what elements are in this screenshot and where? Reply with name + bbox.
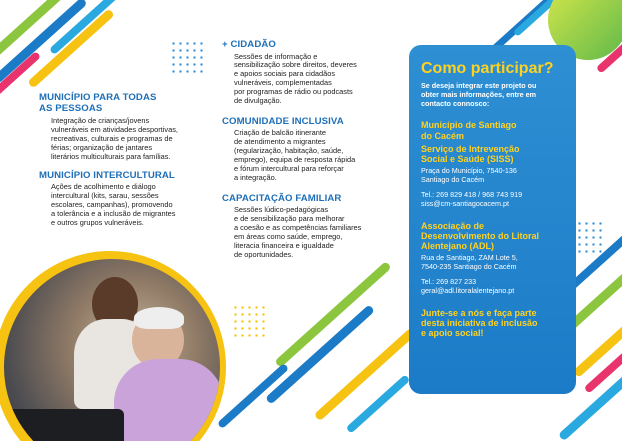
section-title: CAPACITAÇÃO FAMILIAR [222,192,342,204]
body-line: vulneráveis, complementadas [234,78,332,88]
org-email[interactable]: siss@cm-santiagocacem.pt [421,198,509,208]
body-line: férias; organização de jantares [51,142,153,152]
body-line: a coesão e as competências familiares [234,223,362,233]
body-line: e de sensibilização para melhorar [234,214,345,224]
elderly-man-body [114,359,220,441]
body-line: de oportunidades. [234,249,294,259]
body-line: Sessões lúdico-pedagógicas [234,205,329,215]
body-line: a tolerância e a inclusão de migrantes [51,208,176,218]
photo-circle [0,243,218,441]
panel-title: Como participar? [421,60,554,77]
org-name: Alentejano (ADL) [421,241,494,252]
body-line: de divulgação. [234,96,282,106]
org-name: Desenvolvimento do Litoral [421,231,540,242]
org-name: Associação de [421,220,485,231]
org-address: Rua de Santiago, ZAM Lote 5, [421,253,518,263]
body-line: sensibilização sobre direitos, deveres [234,60,357,70]
elderly-man-hair [134,307,184,329]
body-line: literacia financeira e igualdade [234,241,334,250]
call-to-action: e apoio social! [421,328,484,339]
left-column [39,93,217,228]
body-line: (regularização, habitação, saúde, [234,146,344,156]
body-line: e fórum intercultural para reforçar [234,164,344,174]
body-line: Integração de crianças/jovens [51,116,150,125]
deco-stripe [27,8,115,88]
body-line: literários multiculturais para famílias. [51,151,171,161]
section-title: + CIDADÃO [222,39,276,50]
body-line: Ações de acolhimento e diálogo [51,182,156,192]
org-service: Serviço de Intrevenção [421,143,520,154]
org-service: Social e Saúde (SISS) [421,154,514,164]
org-phone: Tel.: 269 829 418 / 968 743 919 [421,190,523,200]
body-line: vulneráveis em atividades desportivas, [51,124,178,134]
body-line: a integração. [234,172,277,182]
body-line: emprego), equipa de resposta rápida [234,155,356,165]
org-phone: Tel.: 269 827 233 [421,277,477,287]
body-line: em áreas como saúde, emprego, [234,232,343,242]
org-address: Santiago do Cacém [421,175,485,185]
panel-intro-line: Se deseja integrar este projeto ou [421,81,537,90]
body-line: e apoios sociais para cidadãos [234,69,336,79]
panel-intro-line: contacto connosco: [421,98,490,108]
org-address: 7540-235 Santiago do Cacém [421,262,517,272]
body-line: recreativas, culturais e programas de [51,133,173,143]
body-line: por programas de rádio ou podcasts [234,87,353,97]
body-line: e outros grupos vulneráveis. [51,217,144,227]
contact-panel [409,45,576,394]
deco-stripe [274,261,391,368]
deco-dots [576,220,602,254]
deco-dots [170,40,204,74]
call-to-action: desta iniciativa de inclusão [421,318,538,329]
section-title: COMUNIDADE INCLUSIVA [222,115,344,127]
laptop [4,409,124,441]
org-name: Município de Santiago [421,120,517,131]
org-address: Praça do Município, 7540-136 [421,166,517,176]
body-line: Criação de balcão itinerante [234,128,327,138]
org-email[interactable]: geral@adl.litoralalentejano.pt [421,286,515,296]
section-title: AS PESSOAS [39,102,103,114]
call-to-action: Junte-se a nós e faça parte [421,308,537,319]
body-line: Sessões de informação e [234,51,318,61]
middle-column [222,40,397,260]
section-title: MUNICÍPIO PARA TODAS [39,92,157,103]
body-line: escolares, campanhas), promovendo [51,199,173,209]
panel-intro-line: obter mais informações, entre em [421,89,537,99]
org-name: do Cacém [421,130,465,141]
section-title: MUNICÍPIO INTERCULTURAL [39,169,175,181]
body-line: intercultural (kits, sarau, sessões [51,190,159,200]
deco-dots [232,304,266,338]
body-line: de atendimento a migrantes [234,137,326,147]
